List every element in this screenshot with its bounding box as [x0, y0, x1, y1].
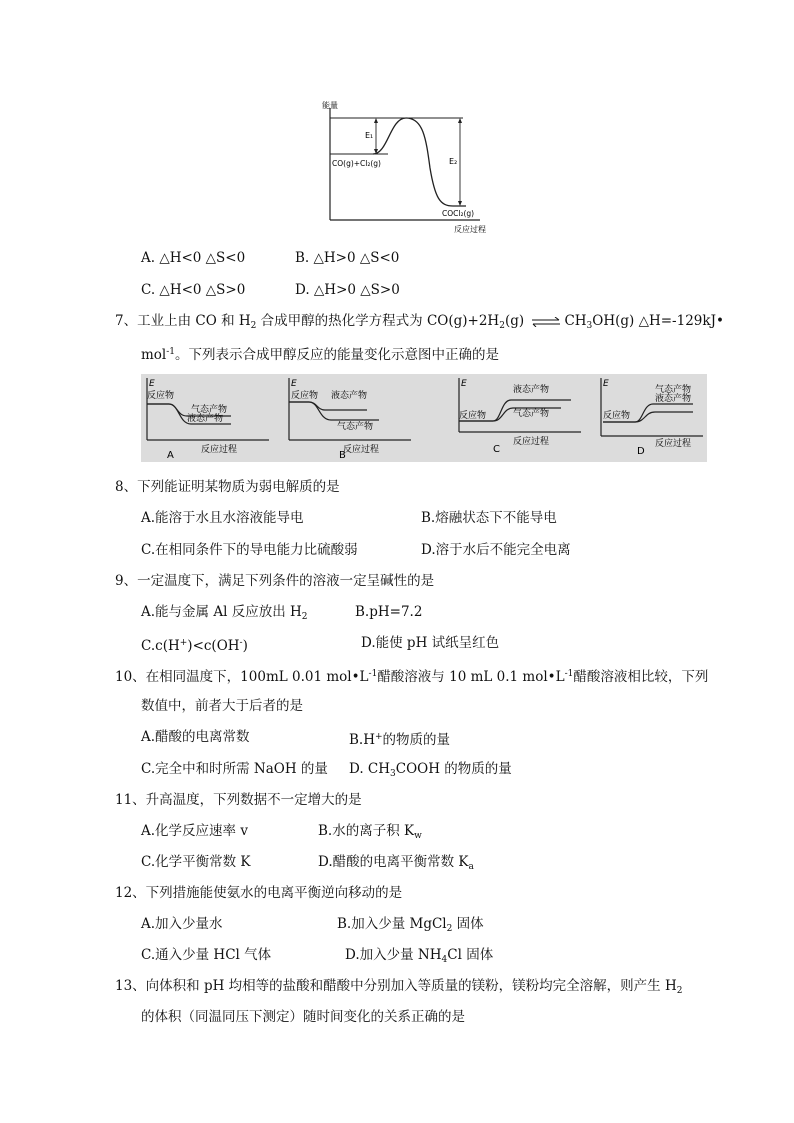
q8-option-b: B.熔融状态下不能导电 [421, 510, 557, 526]
q10-stem-line1 [115, 665, 708, 686]
q9-c-sup-2: - [239, 638, 243, 648]
q6-option-b: B. △H>0 △S<0 [295, 250, 400, 266]
q7-text-7: 。下列表示合成甲醇反应的能量变化示意图中正确的是 [175, 347, 500, 363]
q12-stem: 12、下列措施能使氨水的电离平衡逆向移动的是 [115, 885, 403, 901]
q10-sup-1: -1 [368, 669, 378, 679]
panel-b-letter: B [339, 450, 346, 461]
q7-text-5: OH(g) △H=-129kJ• [592, 313, 724, 329]
q7-sup-1: -1 [166, 347, 176, 357]
q13-stem-line1 [115, 977, 682, 1000]
e2-arrow-head-bottom [458, 201, 462, 206]
e2-label: E₂ [449, 157, 458, 166]
panel-b-x: 反应过程 [343, 445, 380, 455]
q7-stem-line2 [141, 343, 499, 364]
q12-d-sub: 4 [441, 955, 448, 965]
q9-option-b: B.pH=7.2 [355, 604, 423, 620]
q12-option-a: A.加入少量水 [141, 916, 223, 932]
q10-option-b [349, 728, 450, 749]
q10-d-text-2: COOH 的物质的量 [395, 761, 512, 777]
panel-a-letter: A [167, 450, 174, 461]
q11-d-text: D.醋酸的电离平衡常数 K [318, 854, 469, 870]
q8-stem: 8、下列能证明某物质为弱电解质的是 [115, 479, 340, 495]
panel-c-x: 反应过程 [513, 437, 550, 447]
q11-option-c: C.化学平衡常数 K [141, 854, 251, 870]
q11-option-b [318, 822, 422, 845]
y-axis-label: 能量 [322, 101, 338, 110]
e1-label: E₁ [365, 131, 374, 140]
q7-energy-diagrams [141, 374, 707, 462]
q9-option-a [141, 603, 308, 626]
q11-b-text: B.水的离子积 K [318, 823, 415, 839]
q9-c-text-1: C.c(H [141, 638, 180, 654]
panel-b-lower: 气态产物 [337, 422, 374, 432]
q10-option-a: A.醋酸的电离常数 [141, 729, 250, 745]
e1-arrow-head-top [374, 118, 378, 123]
q10-option-d [349, 760, 512, 783]
q7-stem-line1 [115, 312, 724, 335]
q12-d-text-2: Cl 固体 [447, 947, 494, 963]
q10-option-c: C.完全中和时所需 NaOH 的量 [141, 761, 328, 777]
q10-b-text-2: 的物质的量 [382, 732, 451, 748]
q11-option-d [318, 853, 474, 876]
product-label: COCl₂(g) [442, 209, 475, 218]
q7-text-3: (g) [504, 313, 525, 329]
q9-option-c [141, 634, 248, 655]
panel-c-e: E [461, 379, 467, 389]
panel-b-e: E [291, 379, 297, 389]
q10-sup-2: -1 [564, 669, 574, 679]
q7-text-6: mol [141, 347, 167, 363]
q6-option-d: D. △H>0 △S>0 [295, 282, 400, 298]
q10-b-text-1: B.H [349, 732, 375, 748]
panel-d-e: E [603, 379, 609, 389]
energy-diagram-q6 [318, 98, 498, 238]
panel-d-letter: D [637, 446, 645, 457]
q7-text-4: CH [564, 313, 587, 329]
q10-text-2: 醋酸溶液与 10 mL 0.1 mol•L [377, 669, 565, 685]
panel-d-start: 反应物 [603, 411, 631, 421]
q10-text-1: 10、在相同温度下，100mL 0.01 mol•L [115, 669, 369, 685]
q10-d-text-1: D. CH [349, 761, 391, 777]
q9-option-d: D.能使 pH 试纸呈红色 [361, 635, 500, 651]
panel-a-x: 反应过程 [201, 445, 238, 455]
q12-option-d [345, 946, 493, 969]
panel-b-upper: 液态产物 [331, 391, 368, 401]
q9-c-sup-1: + [179, 638, 188, 648]
q10-d-sub: 3 [390, 769, 396, 779]
q12-d-text-1: D.加入少量 NH [345, 947, 442, 963]
panel-a-e: E [149, 379, 155, 389]
panel-c-lower: 气态产物 [513, 409, 550, 419]
q12-option-b [337, 915, 484, 938]
q6-option-a: A. △H<0 △S<0 [141, 250, 246, 266]
q8-option-a: A.能溶于水且水溶液能导电 [141, 510, 304, 526]
panel-a-lower: 液态产物 [187, 414, 224, 424]
q7-text-2: 合成甲醇的热化学方程式为 CO(g)+2H [256, 313, 500, 329]
q7-text-1: 7、工业上由 CO 和 H [115, 313, 251, 329]
e2-arrow-head-top [458, 118, 462, 123]
q12-b-text-1: B.加入少量 MgCl [337, 916, 447, 932]
q7-sub-3: 3 [586, 321, 593, 331]
q11-stem: 11、升高温度，下列数据不一定增大的是 [115, 792, 362, 808]
x-axis-label: 反应过程 [454, 225, 486, 234]
q10-stem-line2: 数值中，前者大于后者的是 [141, 698, 303, 714]
panel-d-upper: 气态产物 [655, 385, 692, 395]
panel-c-start: 反应物 [459, 411, 487, 421]
q11-option-a: A.化学反应速率 v [141, 823, 248, 839]
panel-b-start: 反应物 [291, 391, 319, 401]
q13-stem-line2: 的体积（同温同压下测定）随时间变化的关系正确的是 [141, 1009, 465, 1025]
q9-c-text-3: ) [242, 638, 248, 654]
q12-b-text-2: 固体 [452, 916, 484, 932]
panel-a-upper: 气态产物 [191, 405, 228, 415]
q8-option-c: C.在相同条件下的导电能力比硫酸弱 [141, 542, 358, 558]
q9-stem: 9、一定温度下，满足下列条件的溶液一定呈碱性的是 [115, 573, 435, 589]
q11-b-sub: w [414, 831, 422, 841]
q7-sub-2: 2 [499, 321, 505, 331]
q13-sub: 2 [676, 986, 683, 996]
q12-b-sub: 2 [446, 924, 453, 934]
panel-c-letter: C [493, 444, 500, 455]
panel-c-upper: 液态产物 [513, 385, 550, 395]
q9-a-text: A.能与金属 Al 反应放出 H [141, 604, 302, 620]
panel-d-lower: 液态产物 [655, 394, 692, 404]
q8-option-d: D.溶于水后不能完全电离 [421, 542, 571, 558]
panel-a-start: 反应物 [147, 391, 175, 401]
panel-d-x: 反应过程 [655, 439, 692, 449]
q10-text-3: 醋酸溶液相比较，下列 [573, 669, 709, 685]
q11-d-sub: a [468, 862, 474, 872]
q9-a-sub: 2 [301, 612, 308, 622]
q7-sub-1: 2 [250, 321, 257, 331]
reactants-label: CO(g)+Cl₂(g) [332, 159, 381, 168]
q6-option-c: C. △H<0 △S>0 [141, 282, 246, 298]
equilibrium-arrow-icon [531, 317, 561, 327]
q13-text-1: 13、向体积和 pH 均相等的盐酸和醋酸中分别加入等质量的镁粉，镁粉均完全溶解，则产生 H [115, 978, 677, 994]
q10-b-sup: + [375, 732, 383, 742]
q9-c-text-2: )<c(OH [187, 638, 240, 654]
q12-option-c: C.通入少量 HCl 气体 [141, 947, 272, 963]
